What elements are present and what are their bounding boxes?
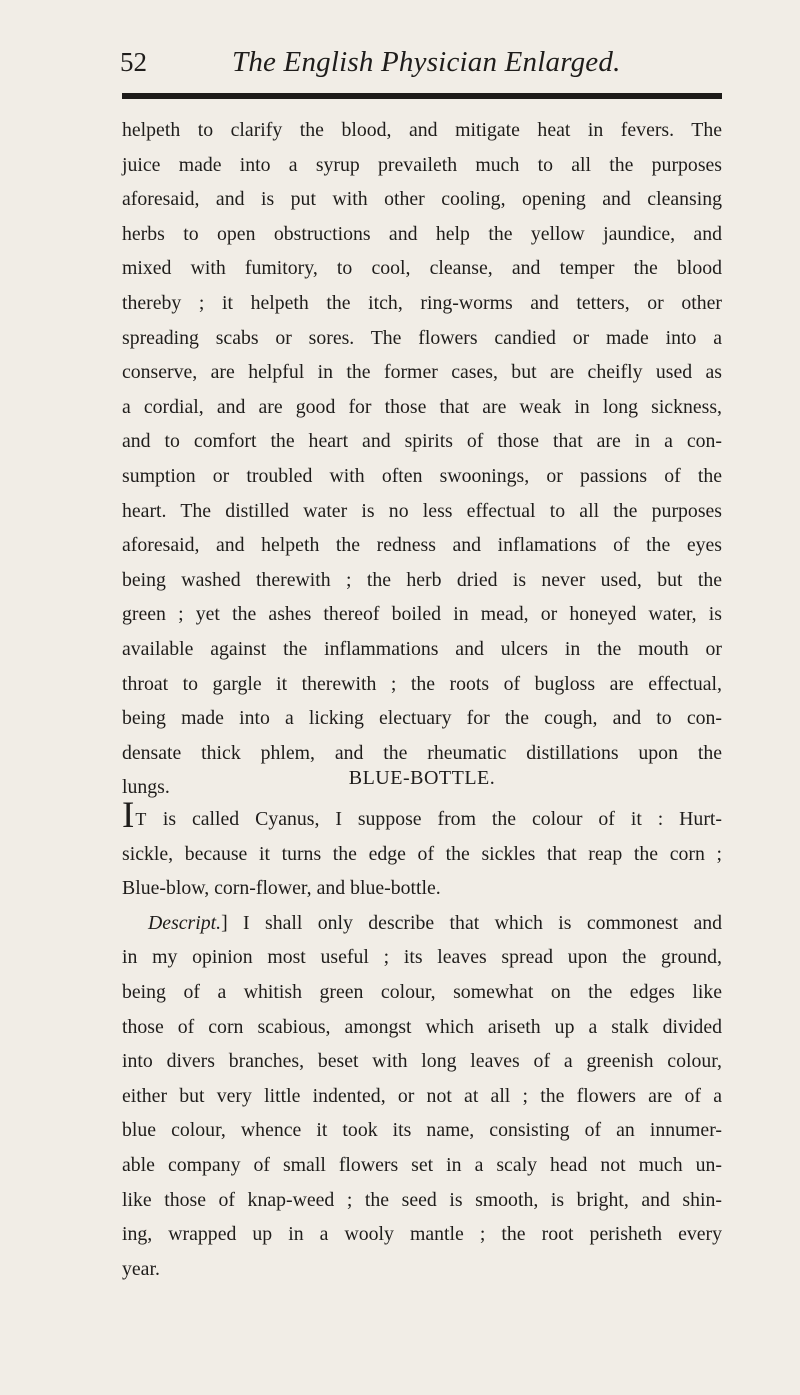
- body-line: mixed with fumitory, to cool, cleanse, and temper the blood: [122, 257, 722, 280]
- body-line: helpeth to clarify the blood, and mitigate heat in fevers. The: [122, 119, 722, 141]
- initial-caps: T: [135, 809, 147, 829]
- body-line: aforesaid, and is put with other cooling, opening and cleansing: [122, 188, 722, 211]
- body-line: conserve, are helpful in the former cases, but are cheifly used as: [122, 361, 722, 384]
- body-line: heart. The distilled water is no less effectual to all the purposes: [122, 499, 722, 522]
- body-line: thereby ; it helpeth the itch, ring-worms and tetters, or other: [122, 291, 722, 314]
- intro-line: [122, 795, 722, 837]
- descript-line: like those of knap-weed ; the seed is smooth, is bright, and shin-: [122, 1188, 722, 1211]
- running-title: The English Physician Enlarged.: [232, 46, 621, 78]
- header-rule: [122, 93, 722, 99]
- body-line: being washed therewith ; the herb dried is never used, but the: [122, 568, 722, 591]
- descript-label: Descript.: [148, 911, 222, 934]
- descript-line: those of corn scabious, amongst which ariseth up a stalk divided: [122, 1015, 722, 1038]
- descript-bracket: ]: [221, 911, 228, 934]
- descript-line: into divers branches, beset with long leaves of a greenish colour,: [122, 1050, 722, 1073]
- body-line: a cordial, and are good for those that are weak in long sickness,: [122, 395, 722, 418]
- descript-line: [122, 906, 722, 941]
- body-line: lungs.: [122, 776, 170, 799]
- page-header: [120, 44, 725, 88]
- main-paragraph: [122, 113, 722, 805]
- body-line: being made into a licking electuary for the cough, and to con-: [122, 707, 722, 730]
- descript-first-line-text: I shall only describe that which is commonest and: [227, 911, 722, 934]
- body-line: sumption or troubled with often swoonings, or passions of the: [122, 464, 722, 487]
- descript-line: ing, wrapped up in a wooly mantle ; the root perisheth every: [122, 1223, 722, 1246]
- intro-line: Blue-blow, corn-flower, and blue-bottle.: [122, 877, 441, 900]
- intro-line-text: is called Cyanus, I suppose from the colour of it : Hurt-: [146, 808, 722, 830]
- descript-line: able company of small flowers set in a scaly head not much un-: [122, 1153, 722, 1176]
- blue-bottle-section: [122, 795, 722, 1286]
- body-line: aforesaid, and helpeth the redness and inflamations of the eyes: [122, 534, 722, 557]
- descript-line: either but very little indented, or not at all ; the flowers are of a: [122, 1084, 722, 1107]
- body-line: and to comfort the heart and spirits of those that are in a con-: [122, 430, 722, 453]
- body-line: spreading scabs or sores. The flowers candied or made into a: [122, 326, 722, 349]
- body-line: green ; yet the ashes thereof boiled in mead, or honeyed water, is: [122, 603, 722, 626]
- body-line: available against the inflammations and ulcers in the mouth or: [122, 637, 722, 660]
- page-number: 52: [120, 47, 147, 77]
- section-heading: BLUE-BOTTLE.: [348, 767, 496, 789]
- body-line: densate thick phlem, and the rheumatic distillations upon the: [122, 741, 722, 764]
- intro-line: sickle, because it turns the edge of the sickles that reap the corn ;: [122, 842, 722, 865]
- body-line: herbs to open obstructions and help the yellow jaundice, and: [122, 222, 722, 245]
- body-line: throat to gargle it therewith ; the roots of bugloss are effectual,: [122, 672, 722, 695]
- descript-line: year.: [122, 1257, 160, 1280]
- descript-line: in my opinion most useful ; its leaves spread upon the ground,: [122, 946, 722, 969]
- descript-line: blue colour, whence it took its name, consisting of an innumer-: [122, 1119, 722, 1142]
- initial-letter: I: [122, 795, 135, 836]
- descript-line: being of a whitish green colour, somewhat on the edges like: [122, 980, 722, 1003]
- body-line: juice made into a syrup prevaileth much to all the purposes: [122, 153, 722, 176]
